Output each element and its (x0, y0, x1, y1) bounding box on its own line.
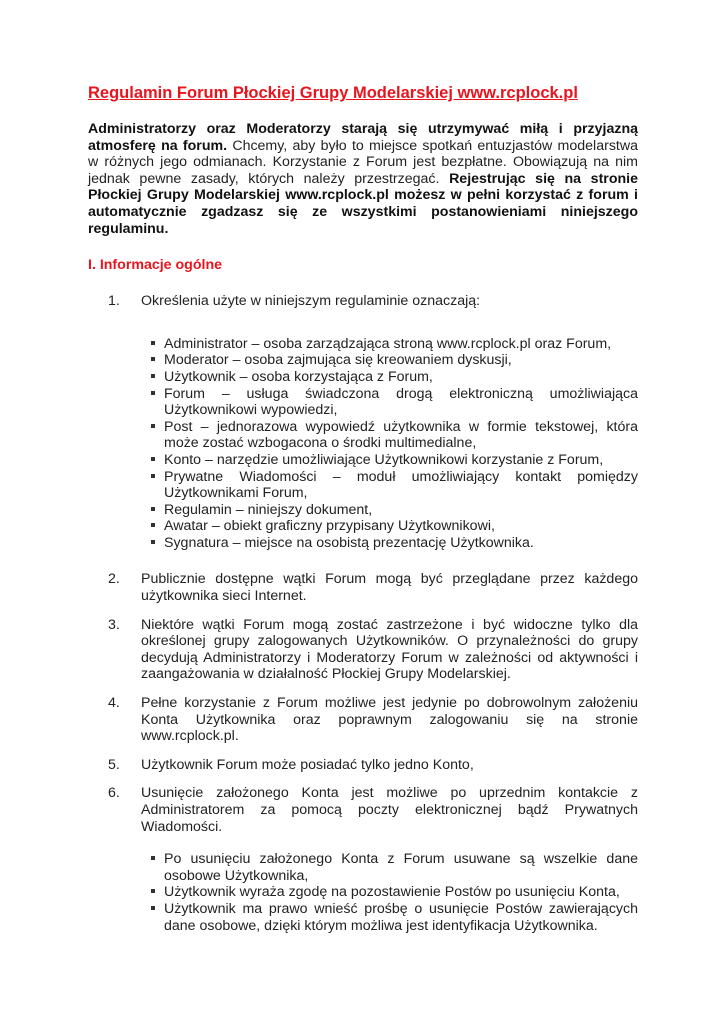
bullet-icon (151, 357, 155, 361)
bullet-icon (151, 523, 155, 527)
bullet-icon (151, 457, 155, 461)
definition-item (88, 452, 638, 469)
definition-item (88, 469, 638, 502)
removal-note-text: Użytkownik wyraża zgodę na pozostawienie Postów po usunięciu Konta, (164, 884, 620, 901)
intro-bold-end: Rejestrując się na stronie Płockiej Grupy Modelarskiej www.rcplock.pl możesz w pełni korzystać z forum i automatycznie zgadzasz się ze wszystkimi postanowieniami niniejszego regulaminu. (88, 170, 638, 237)
definition-text: Administrator – osoba zarządzająca stroną www.rcplock.pl oraz Forum, (164, 335, 612, 352)
removal-note-item (88, 884, 638, 901)
document-title: Regulamin Forum Płockiej Grupy Modelarskiej www.rcplock.pl (88, 84, 578, 102)
definition-item (88, 518, 638, 535)
definition-text: Awatar – obiekt graficzny przypisany Użytkownikowi, (164, 518, 495, 535)
list-number: 1. (108, 293, 120, 310)
list-number: 2. (108, 571, 120, 588)
intro-bold-start: Administratorzy oraz Moderatorzy starają się utrzymywać miłą i przyjazną atmosferę na forum. (88, 121, 638, 154)
document-page (88, 84, 638, 934)
removal-note-text: Użytkownik ma prawo wnieść prośbę o usunięcie Postów zawierających dane osobowe, dzięki którym możliwa jest identyfikacja Użytkownika. (164, 900, 638, 934)
bullet-icon (151, 507, 155, 511)
bullet-icon (151, 906, 155, 910)
definition-text: Konto – narzędzie umożliwiające Użytkownikowi korzystanie z Forum, (164, 451, 604, 468)
bullet-icon (151, 341, 155, 345)
section-title: I. Informacje ogólne (88, 257, 223, 274)
bullet-icon (151, 856, 155, 860)
definition-text: Sygnatura – miejsce na osobistą prezentację Użytkownika. (164, 534, 534, 551)
intro-text: Chcemy, aby było to miejsce spotkań entuzjastów modelarstwa w różnych jego odmianach. Korzystanie z Forum jest bezpłatne. Obowiązują na nim jednak pewne zasady, których należy przestrzegać. (88, 137, 638, 187)
list-number: 5. (108, 756, 120, 773)
list-item-text: Pełne korzystanie z Forum możliwe jest jedynie po dobrowolnym założeniu Konta Użytkownika oraz poprawnym zalogowaniu się na stronie www.rcplock.pl. (141, 695, 638, 745)
list-item-text: Usunięcie założonego Konta jest możliwe po uprzednim kontakcie z Administratorem za pomocą poczty elektronicznej bądź Prywatnych Wiadomości. (141, 785, 638, 835)
list-number: 6. (108, 785, 120, 802)
list-item-6 (88, 785, 638, 835)
definition-item (88, 336, 638, 353)
list-item-text: Niektóre wątki Forum mogą zostać zastrzeżone i być widoczne tylko dla określonej grupy zalogowanych Użytkowników. O przynależności do grupy decydują Administratorzy i Moderatorzy Forum w zależności od aktywności i zaangażowania w działalność Płockiej Grupy Modelarskiej. (141, 616, 638, 683)
definitions-list (88, 336, 638, 552)
definition-item (88, 352, 638, 369)
list-item-1 (88, 293, 638, 310)
list-item-4 (88, 695, 638, 745)
list-item-text: Publicznie dostępne wątki Forum mogą być przeglądane przez każdego użytkownika sieci Internet. (141, 571, 638, 605)
bullet-icon (151, 889, 155, 893)
bullet-icon (151, 540, 155, 544)
removal-notes-list (88, 851, 638, 934)
list-item-text: Określenia użyte w niniejszym regulaminie oznaczają: (141, 293, 481, 310)
bullet-icon (151, 424, 155, 428)
definition-text: Moderator – osoba zajmująca się kreowaniem dyskusji, (164, 352, 512, 369)
definition-item (88, 535, 638, 552)
bullet-icon (151, 474, 155, 478)
numbered-list (88, 293, 638, 934)
definition-text: Post – jednorazowa wypowiedź użytkownika w formie tekstowej, która może zostać wzbogacona o środki multimedialne, (164, 418, 638, 452)
definition-text: Prywatne Wiadomości – moduł umożliwiający kontakt pomiędzy Użytkownikami Forum, (164, 468, 638, 502)
bullet-icon (151, 391, 155, 395)
definition-item (88, 386, 638, 419)
definition-text: Forum – usługa świadczona drogą elektroniczną umożliwiająca Użytkownikowi wypowiedzi, (164, 385, 638, 419)
definition-text: Regulamin – niniejszy dokument, (164, 501, 373, 518)
list-item-2 (88, 571, 638, 604)
list-item-3 (88, 617, 638, 683)
removal-note-text: Po usunięciu założonego Konta z Forum usuwane są wszelkie dane osobowe Użytkownika, (164, 851, 638, 884)
definition-text: Użytkownik – osoba korzystająca z Forum, (164, 368, 433, 385)
list-item-text: Użytkownik Forum może posiadać tylko jedno Konto, (141, 756, 474, 773)
list-item-5 (88, 757, 638, 774)
definition-item (88, 419, 638, 452)
definition-item (88, 369, 638, 386)
removal-note-item (88, 851, 638, 884)
removal-note-item (88, 901, 638, 934)
definition-item (88, 502, 638, 519)
list-number: 4. (108, 695, 120, 712)
bullet-icon (151, 374, 155, 378)
list-number: 3. (108, 616, 120, 633)
intro-paragraph (88, 121, 638, 237)
